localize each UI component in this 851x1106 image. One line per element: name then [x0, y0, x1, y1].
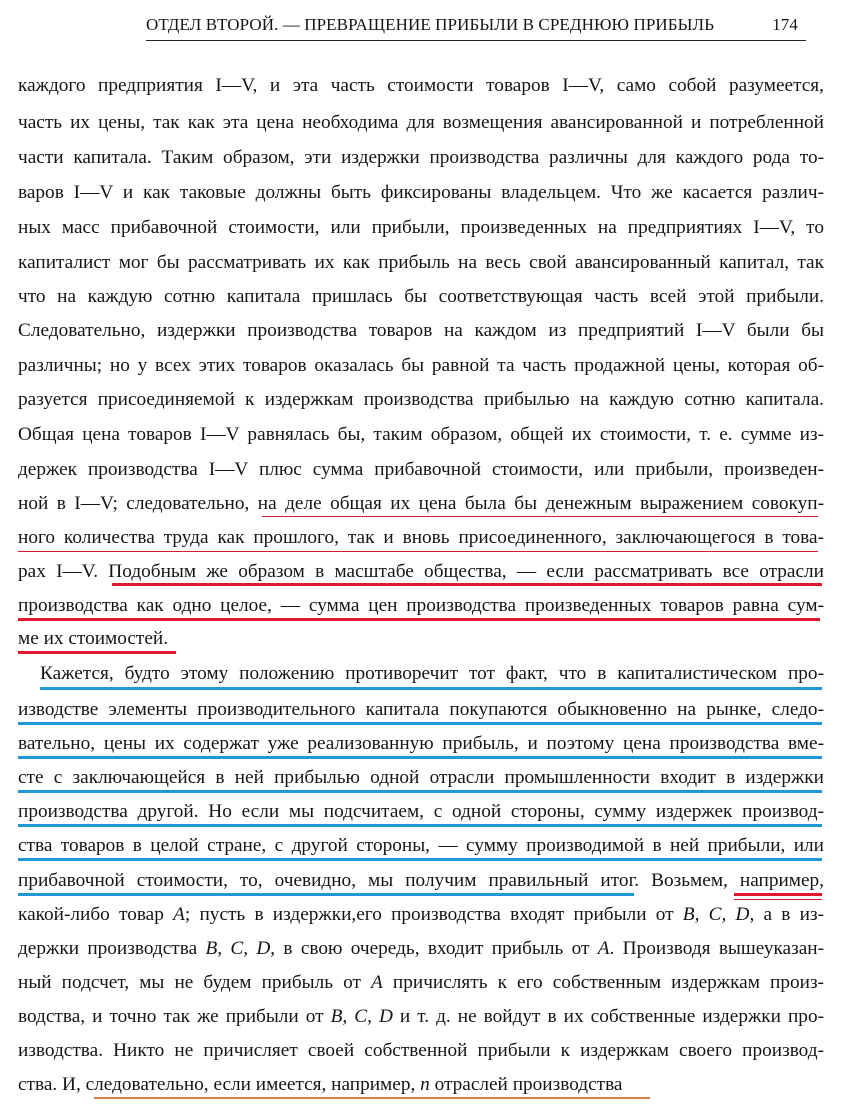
- text-line: ме их стоимостей.: [18, 628, 169, 649]
- text-line: изводстве элементы производительного капитала покупаются обыкновенно на рынке, следо-: [18, 699, 824, 720]
- page-number: 174: [772, 15, 798, 34]
- blue-underline: [18, 824, 822, 827]
- red-underline: [112, 583, 822, 586]
- header-title: ОТДЕЛ ВТОРОЙ. — ПРЕВРАЩЕНИЕ ПРИБЫЛИ В СРЕДНЮЮ ПРИБЫЛЬ: [146, 15, 715, 34]
- text-line: вательно, цены их содержат уже реализованную прибыль, и поэтому цена производства вме-: [18, 733, 824, 754]
- text-line: ного количества труда как прошлого, так и вновь присоединенного, заключающегося в това-: [18, 527, 824, 548]
- orange-underline: [94, 1097, 650, 1099]
- red-underline: [262, 516, 818, 517]
- red-underline: [18, 651, 176, 654]
- text-line: капиталист мог бы рассматривать их как прибыль на весь свой авансированный капитал, так: [18, 252, 824, 273]
- blue-underline: [18, 722, 822, 725]
- text-line: сте с заключающейся в ней прибылью одной отрасли промышленности входит в издержки: [18, 767, 824, 788]
- red-underline: [734, 893, 822, 896]
- blue-underline: [18, 756, 822, 759]
- text-line: ства. И, следовательно, если имеется, например, n отраслей производства: [18, 1074, 623, 1095]
- text-line: водства, и точно так же прибыли от B, C, D и т. д. не войдут в их собственные издержки про-: [18, 1006, 825, 1027]
- paragraph-start-line: Кажется, будто этому положению противоречит тот факт, что в капиталистическом про-: [40, 663, 824, 684]
- blue-underline: [18, 858, 822, 861]
- text-line: Следовательно, издержки производства товаров на каждом из предприятий I—V были бы: [18, 320, 824, 341]
- text-line: производства как одно целое, — сумма цен производства произведенных товаров равна сум-: [18, 595, 824, 616]
- running-header: [146, 10, 806, 41]
- text-line: Общая цена товаров I—V равнялась бы, таким образом, общей их стоимости, т. е. сумме из-: [18, 424, 824, 445]
- text-line: изводства. Никто не причисляет своей собственной прибыли к издержкам своего производ-: [18, 1040, 824, 1061]
- text-line: ных масс прибавочной стоимости, или прибыли, произведенных на предприятиях I—V, то: [18, 217, 824, 238]
- text-line: ной в I—V; следовательно, на деле общая их цена была бы денежным выражением совокуп-: [18, 493, 824, 514]
- text-line: какой-либо товар A; пусть в издержки,его производства входят прибыли от B, C, D, а в из-: [18, 904, 824, 925]
- text-line: каждого предприятия I—V, и эта часть стоимости товаров I—V, само собой разумеется,: [18, 75, 824, 96]
- blue-underline: [18, 893, 634, 896]
- text-line: рах I—V. Подобным же образом в масштабе общества, — если рассматривать все отрасли: [18, 561, 824, 582]
- text-line: производства другой. Но если мы подсчитаем, с одной стороны, сумму издержек производ-: [18, 801, 824, 822]
- text-line: ства товаров в целой стране, с другой стороны, — сумму производимой в ней прибыли, или: [18, 835, 824, 856]
- text-line: что на каждую сотню капитала пришлась бы соответствующая часть всей этой прибыли.: [18, 286, 824, 307]
- blue-underline: [18, 790, 822, 793]
- text-line: часть их цены, так как эта цена необходима для возмещения авансированной и потребленной: [18, 112, 824, 133]
- text-line: держек производства I—V плюс сумма прибавочной стоимости, или прибыли, произведен-: [18, 459, 824, 480]
- text-line: держки производства B, C, D, в свою очередь, входит прибыль от A. Производя вышеуказан-: [18, 938, 825, 959]
- text-line: ный подсчет, мы не будем прибыль от A причислять к его собственным издержкам произ-: [18, 972, 824, 993]
- red-underline: [18, 618, 820, 621]
- text-line: прибавочной стоимости, то, очевидно, мы получим правильный итог. Возьмем, например,: [18, 870, 824, 891]
- text-line: части капитала. Таким образом, эти издержки производства различны для каждого рода то-: [18, 147, 824, 168]
- text-line: различны; но у всех этих товаров оказалась бы равной та часть продажной цены, которая об-: [18, 355, 824, 376]
- text-line: разуется присоединяемой к издержкам производства прибылью на каждую сотню капитала.: [18, 389, 824, 410]
- red-underline: [18, 551, 818, 552]
- red-underline: [734, 899, 822, 900]
- text-line: варов I—V и как таковые должны быть фиксированы владельцем. Что же касается различ-: [18, 182, 824, 203]
- blue-underline: [40, 687, 822, 690]
